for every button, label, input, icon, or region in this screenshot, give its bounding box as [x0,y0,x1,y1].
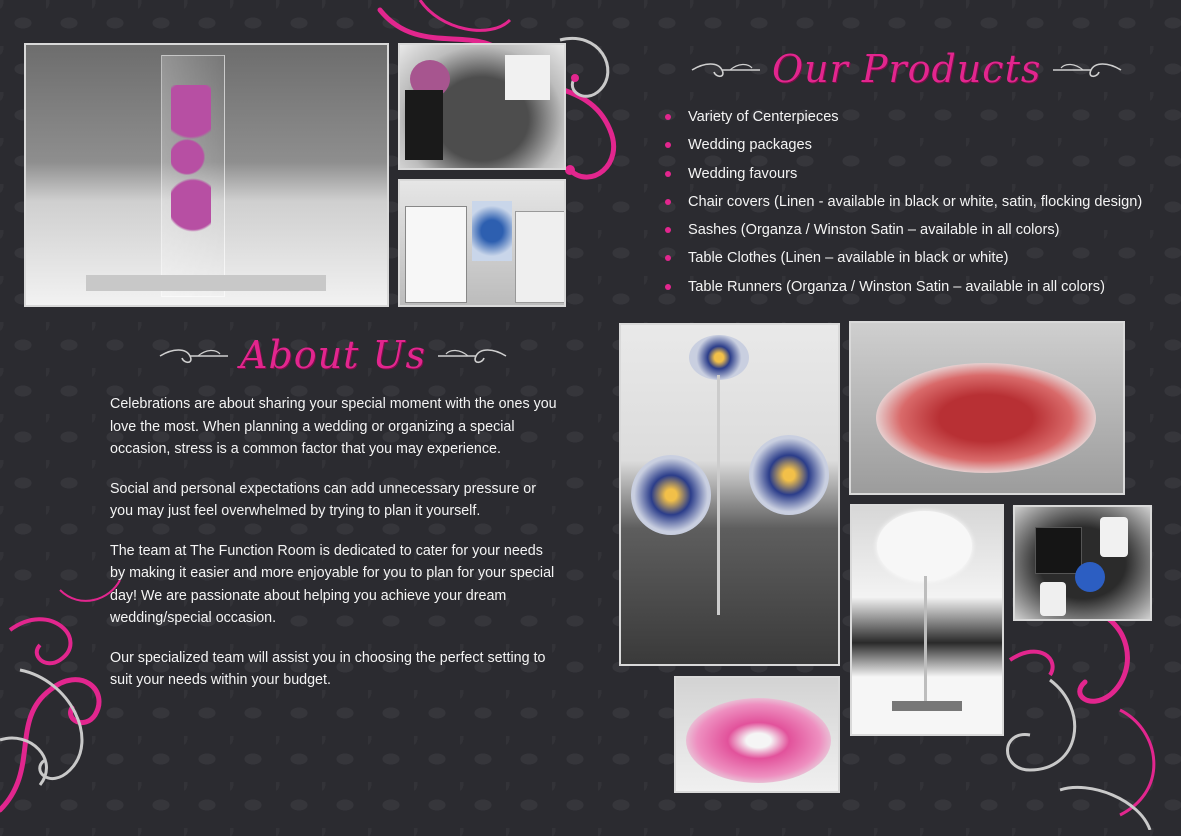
about-paragraph: Social and personal expectations can add unnecessary pressure or you may just feel overwhelmed by trying to plan it yourself. [110,480,536,519]
rose-petal-bowl-photo [849,321,1125,495]
about-paragraph: Celebrations are about sharing your special moment with the ones you love the most. When planning a wedding or organizing a special occasion, stress is a common factor that you may experience. [110,396,557,457]
floating-candles-glass-photo [619,323,840,666]
products-title: Our Products [772,47,1042,91]
list-item: Variety of Centerpieces [663,106,1142,134]
about-paragraph: Our specialized team will assist you in choosing the perfect setting to suit your needs within your budget. [110,649,546,688]
list-item: Table Clothes (Linen – available in black or white) [663,247,1142,275]
love-blocks-favours-photo [398,179,566,307]
products-list [663,106,1142,304]
list-item: Wedding favours [663,163,1142,191]
about-paragraph: The team at The Function Room is dedicated to cater for your needs by making it easier and more enjoyable for you to plan for your special day! We are passionate about helping you achieve your dream wedding/special occasion. [110,542,555,626]
products-heading [690,47,1123,91]
feather-centerpiece-photo [850,504,1004,736]
list-item: Wedding packages [663,134,1142,162]
bottom-right-swirl-decoration [990,600,1181,830]
purple-rose-centerpiece-photo [398,43,566,170]
list-item: Sashes (Organza / Winston Satin – available in all colors) [663,219,1142,247]
about-title: About Us [240,333,426,377]
about-body [110,393,560,709]
about-heading [158,333,508,377]
flourish-left-icon [158,344,230,366]
list-item: Table Runners (Organza / Winston Satin – available in all colors) [663,276,1142,304]
flourish-right-icon [436,344,508,366]
heart-candle-gift-photo [1013,505,1152,621]
orchid-vase-photo [24,43,389,307]
list-item: Chair covers (Linen - available in black or white, satin, flocking design) [663,191,1142,219]
flourish-right-icon [1051,58,1123,80]
pink-petal-floating-candles-photo [674,676,840,793]
flourish-left-icon [690,58,762,80]
